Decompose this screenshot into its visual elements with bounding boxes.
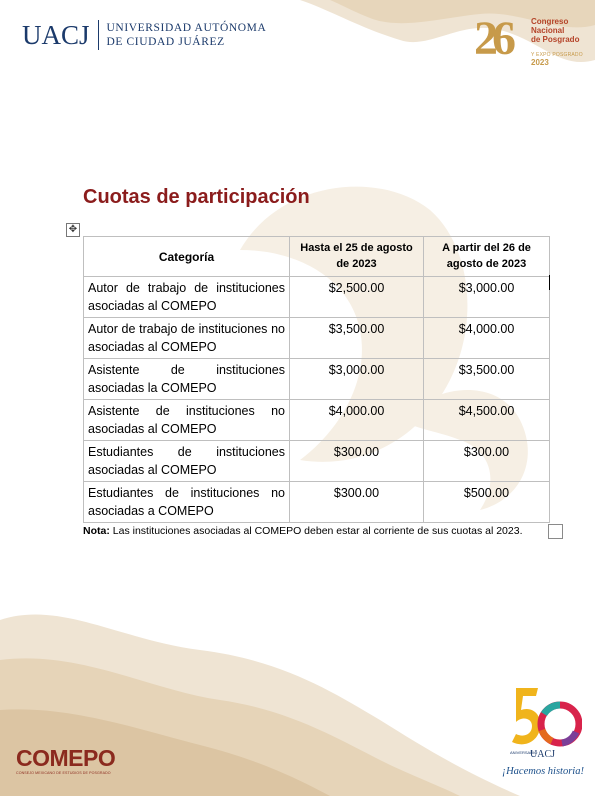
row-category: Asistente de instituciones no asociadas al COMEPO: [84, 400, 290, 441]
row-late-fee: $300.00: [424, 441, 550, 482]
table-header-row: [84, 237, 550, 277]
row-early-fee: $2,500.00: [290, 277, 424, 318]
note-paragraph: [83, 524, 545, 539]
fifty-uacj-label: UACJ: [530, 749, 556, 760]
congress-year: 2023: [531, 58, 549, 67]
congress-title: Congreso Nacional de Posgrado: [531, 17, 580, 44]
table-resize-handle[interactable]: [548, 524, 563, 539]
table-row: [84, 482, 550, 523]
row-early-fee: $300.00: [290, 441, 424, 482]
row-late-fee: $4,500.00: [424, 400, 550, 441]
table-move-handle-icon[interactable]: ✥: [66, 223, 80, 237]
congress-subtitle: Y EXPO POSGRADO: [531, 52, 583, 58]
table-row: [84, 318, 550, 359]
uacj-mark: UACJ: [22, 19, 90, 50]
row-early-fee: $3,500.00: [290, 318, 424, 359]
table-row: [84, 400, 550, 441]
row-late-fee: $500.00: [424, 482, 550, 523]
slogan: ¡Hacemos historia!: [502, 766, 584, 777]
fees-table: [83, 236, 550, 523]
university-name: UNIVERSIDAD AUTÓNOMA DE CIUDAD JUÁREZ: [106, 22, 267, 48]
row-category: Autor de trabajo de instituciones no asociadas al COMEPO: [84, 318, 290, 359]
anniversary-label: ANIVERSARIO: [510, 750, 538, 755]
row-early-fee: $4,000.00: [290, 400, 424, 441]
row-early-fee: $300.00: [290, 482, 424, 523]
table-row: [84, 359, 550, 400]
row-category: Estudiantes de instituciones asociadas al COMEPO: [84, 441, 290, 482]
congress-logo: [474, 12, 586, 67]
row-late-fee: $4,000.00: [424, 318, 550, 359]
comepo-wordmark: COMEPO: [16, 745, 116, 771]
row-late-fee: $3,000.00: [424, 277, 550, 318]
comepo-tagline: CONSEJO MEXICANO DE ESTUDIOS DE POSGRADO: [16, 771, 111, 775]
page-title: Cuotas de participación: [83, 186, 310, 208]
note-text: Las instituciones asociadas al COMEPO deben estar al corriente de sus cuotas al 2023.: [109, 525, 523, 537]
header-early-date: Hasta el 25 de agosto de 2023: [290, 237, 424, 277]
note-label: Nota:: [83, 525, 110, 537]
row-category: Asistente de instituciones asociadas la COMEPO: [84, 359, 290, 400]
logo-separator: [98, 20, 99, 50]
header-late-date: A partir del 26 de agosto de 2023: [424, 237, 550, 277]
row-early-fee: $3,000.00: [290, 359, 424, 400]
uacj-logo: [22, 20, 266, 50]
header-category: Categoría: [84, 237, 290, 277]
text-cursor: [549, 275, 550, 290]
comepo-logo: [16, 746, 115, 775]
row-category: Autor de trabajo de instituciones asociadas al COMEPO: [84, 277, 290, 318]
row-category: Estudiantes de instituciones no asociadas a COMEPO: [84, 482, 290, 523]
congress-number: 26: [474, 12, 510, 65]
table-row: [84, 441, 550, 482]
table-row: [84, 277, 550, 318]
row-late-fee: $3,500.00: [424, 359, 550, 400]
